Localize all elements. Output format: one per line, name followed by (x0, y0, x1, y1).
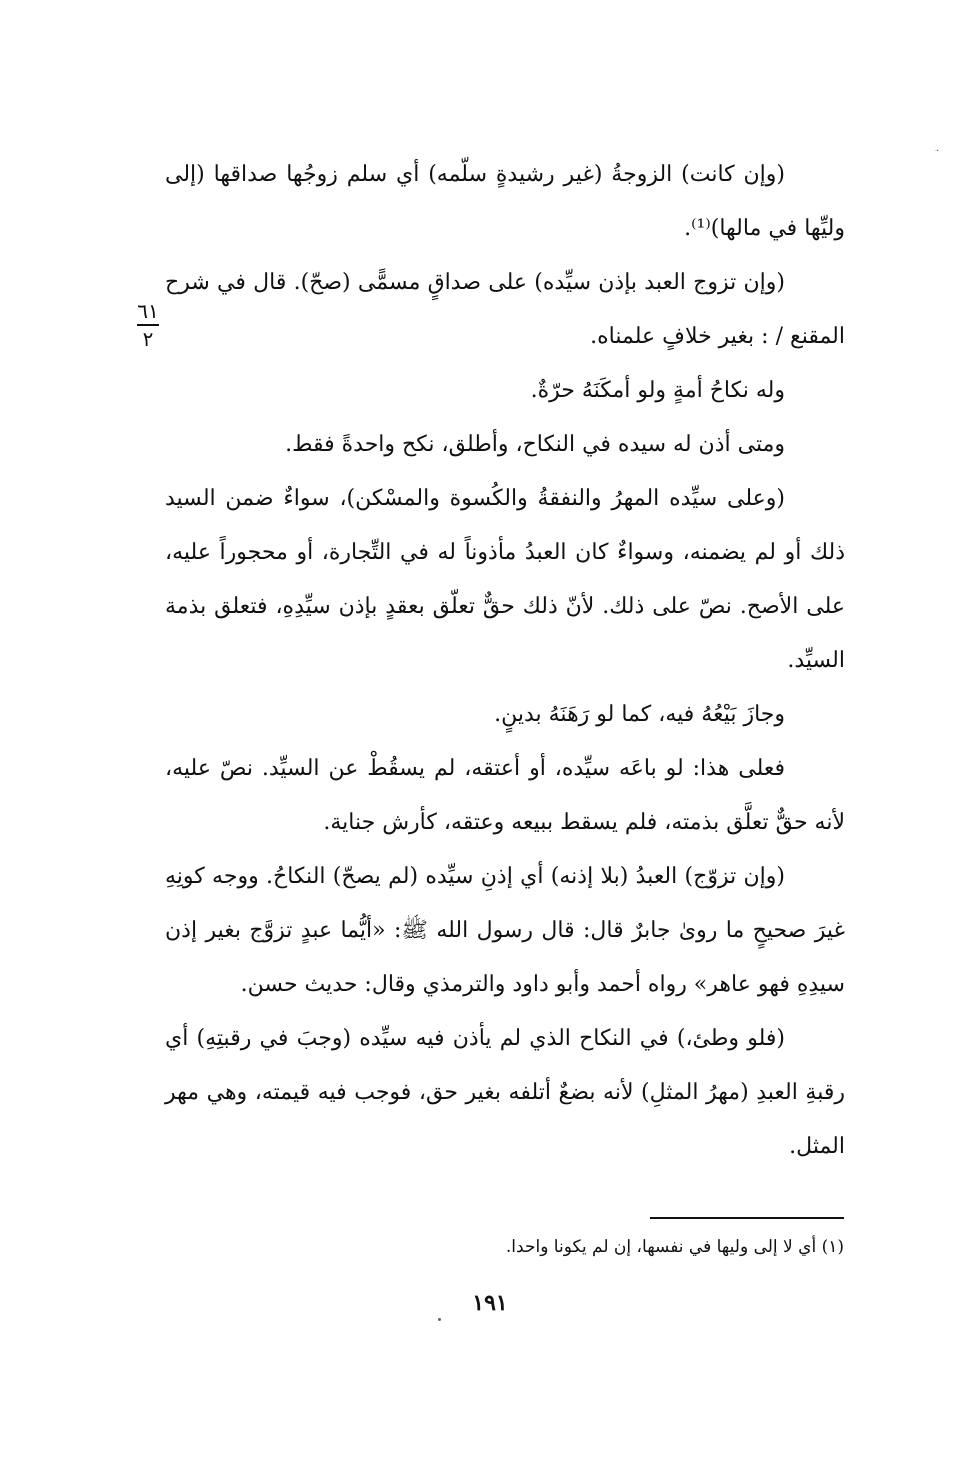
paragraph: (وإن كانت) الزوجةُ (غير رشيدةٍ سلّمه) أي سلم زوجُها صداقها (إلى وليِّها في مالها)⁽¹⁾. (165, 162, 845, 241)
margin-folio-numerator: ٦١ (137, 299, 159, 323)
margin-folio-denominator: ٢ (142, 327, 154, 351)
paragraph: فعلى هذا: لو باعَه سيِّده، أو أعتقه، لم يسقُطْ عن السيِّد. نصّ عليه، لأنه حقٌّ تعلَّق بذمته، فلم يسقط ببيعه وعتقه، كأرش جناية. (165, 756, 845, 835)
paragraph: (وعلى سيِّده المهرُ والنفقةُ والكُسوة والمسْكن)، سواءٌ ضمن السيد ذلك أو لم يضمنه، وسواءٌ كان العبدُ مأذوناً له في التِّجارة، أو محجوراً عليه، على الأصح. نصّ على ذلك. لأنّ ذلك حقٌّ تعلّق بعقدٍ بإذن سيِّدِهِ، فتعلق بذمة السيِّد. (165, 486, 845, 673)
paragraph: ومتى أذن له سيده في النكاح، وأطلق، نكح واحدةً فقط. (285, 432, 785, 457)
scan-speck-bottom (438, 1318, 441, 1321)
paragraph: وجازَ بَيْعُهُ فيه، كما لو رَهَنَهُ بدينٍ. (494, 702, 785, 727)
scan-speck: ·ּ (936, 146, 940, 157)
footnote: (١) أي لا إلى وليها في نفسها، إن لم يكونا واحدا. (505, 1237, 844, 1257)
main-text (165, 148, 845, 1174)
paragraph: وله نكاحُ أمةٍ ولو أمكَنَهُ حرّةٌ. (530, 378, 785, 403)
margin-folio-note (128, 300, 168, 350)
paragraph: (وإن تزوج العبد بإذن سيِّده) على صداقٍ مسمًّى (صحّ). قال في شرح المقنع / : بغير خلافٍ علمناه. (165, 270, 845, 349)
footnote-divider (650, 1217, 844, 1219)
page-number: ١٩١ (472, 1290, 508, 1316)
margin-folio-bar (137, 324, 159, 326)
paragraph: (وإن تزوّج) العبدُ (بلا إذنه) أي إذنِ سيِّده (لم يصحّ) النكاحُ. ووجه كونِهِ غيرَ صحيحٍ ما روىٰ جابرٌ قال: قال رسول الله ﷺ: «أيُّما عبدٍ تزوَّج بغير إذن سيدِهِ فهو عاهر» رواه أحمد وأبو داود والترمذي وقال: حديث حسن. (165, 864, 845, 997)
paragraph: (فلو وطئ،) في النكاح الذي لم يأذن فيه سيِّده (وجبَ في رقبتِهِ) أي رقبةِ العبدِ (مهرُ المثلِ) لأنه بضعٌ أتلفه بغير حق، فوجب فيه قيمته، وهي مهر المثل. (165, 1026, 845, 1159)
